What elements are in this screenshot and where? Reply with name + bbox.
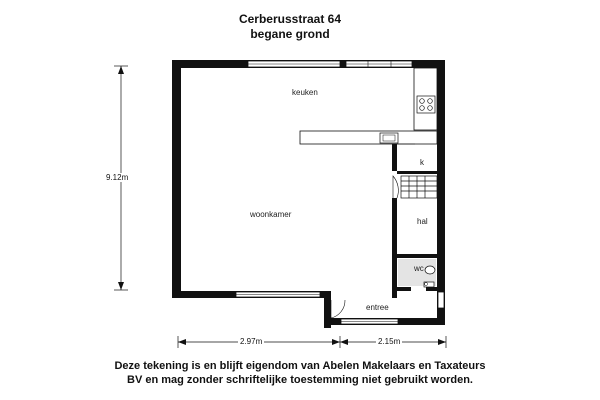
floorplan-address: Cerberusstraat 64: [238, 12, 342, 26]
floorplan-floor-name: begane grond: [250, 27, 330, 41]
stove: [417, 96, 435, 113]
room-label-living: woonkamer: [250, 210, 292, 219]
disclaimer-line-1: Deze tekening is en blijft eigendom van Abelen Makelaars en Taxateurs: [114, 360, 486, 372]
dimension-width-left: 2.97m: [240, 337, 263, 346]
wall-k-hal: [397, 171, 437, 174]
room-label-entree: entree: [366, 303, 389, 312]
toilet-icon: [425, 266, 435, 274]
door-living-swing: [393, 176, 398, 198]
staircase: [401, 176, 437, 198]
kitchen-counter-bottom: [300, 131, 437, 144]
wall-wc-bottom-2: [426, 287, 437, 291]
dimension-width-right: 2.15m: [378, 337, 401, 346]
door-entree-swing: [331, 300, 345, 318]
dimension-height: 9.12m: [106, 173, 129, 182]
wall-hal-upper: [392, 144, 397, 171]
room-label-kitchen: keuken: [292, 88, 318, 97]
wall-wc-bottom: [397, 287, 411, 291]
wall-wc-top: [397, 254, 437, 258]
room-label-hal: hal: [417, 217, 428, 226]
room-label-k: k: [420, 158, 424, 167]
wall-hal-lower: [392, 198, 397, 298]
kitchen-sink: [380, 133, 398, 143]
room-label-wc: wc: [414, 264, 424, 273]
window-right-bottom: [438, 292, 444, 308]
wall-left: [172, 60, 181, 298]
disclaimer-line-2: BV en mag zonder schriftelijke toestemming niet gebruikt worden.: [127, 374, 473, 386]
wall-right: [437, 60, 445, 318]
